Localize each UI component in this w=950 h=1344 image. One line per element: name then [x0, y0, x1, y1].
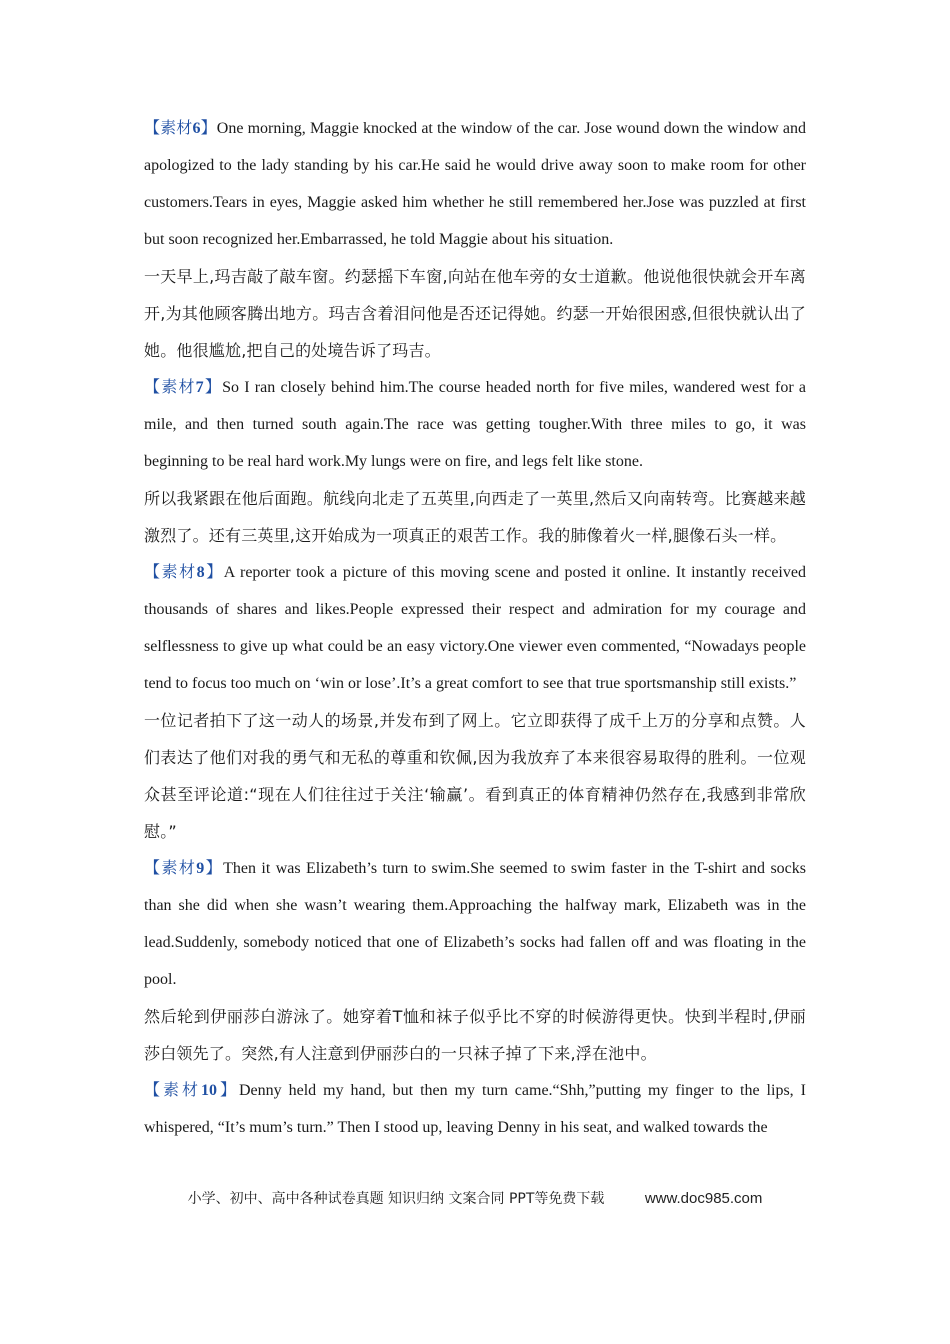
material-tag: 【素材8】: [144, 564, 224, 581]
material-tag: 【素材6】: [144, 120, 217, 137]
material-9: [144, 850, 806, 1072]
material-10: [144, 1072, 806, 1146]
material-7: [144, 369, 806, 554]
document-body: [144, 110, 806, 1146]
material-english: 【素材6】One morning, Maggie knocked at the window of the car. Jose wound down the window and apologized to the lady standing by his car.He said he would drive away soon to make room for other customers.Tears in eyes, Maggie asked him whether he still remembered her.Jose was puzzled at first but soon recognized her.Embarrassed, he told Maggie about his situation.: [144, 120, 806, 248]
material-chinese: 所以我紧跟在他后面跑。航线向北走了五英里,向西走了一英里,然后又向南转弯。比赛越来越激烈了。还有三英里,这开始成为一项真正的艰苦工作。我的肺像着火一样,腿像石头一样。: [144, 489, 806, 545]
material-tag: 【素材9】: [144, 860, 224, 877]
material-8: [144, 554, 806, 850]
footer-text: 小学、初中、高中各种试卷真题 知识归纳 文案合同 PPT等免费下载: [187, 1191, 605, 1207]
material-chinese: 一位记者拍下了这一动人的场景,并发布到了网上。它立即获得了成千上万的分享和点赞。人们表达了他们对我的勇气和无私的尊重和钦佩,因为我放弃了本来很容易取得的胜利。一位观众甚至评论道:“现在人们往往过于关注‘输赢’。看到真正的体育精神仍然存在,我感到非常欣慰。”: [144, 711, 806, 841]
material-tag: 【素材10】: [144, 1082, 239, 1099]
page-footer: [0, 1188, 950, 1208]
material-english: 【素材8】A reporter took a picture of this moving scene and posted it online. It instantly received thousands of shares and likes.People expressed their respect and admiration for my courage and selflessness to give up what could be an easy victory.One viewer even commented, “Nowadays people tend to focus too much on ‘win or lose’.It’s a great comfort to see that true sportsmanship still exists.”: [144, 564, 806, 692]
material-chinese: 一天早上,玛吉敲了敲车窗。约瑟摇下车窗,向站在他车旁的女士道歉。他说他很快就会开车离开,为其他顾客腾出地方。玛吉含着泪问他是否还记得她。约瑟一开始很困惑,但很快就认出了她。他很尴尬,把自己的处境告诉了玛吉。: [144, 267, 806, 360]
material-chinese: 然后轮到伊丽莎白游泳了。她穿着T恤和袜子似乎比不穿的时候游得更快。快到半程时,伊丽莎白领先了。突然,有人注意到伊丽莎白的一只袜子掉了下来,浮在池中。: [144, 1007, 806, 1063]
material-english: 【素材9】Then it was Elizabeth’s turn to swim.She seemed to swim faster in the T-shirt and socks than she did when she wasn’t wearing them.Approaching the halfway mark, Elizabeth was in the lead.Suddenly, somebody noticed that one of Elizabeth’s socks had fallen off and was floating in the pool.: [144, 860, 806, 988]
material-6: [144, 110, 806, 369]
material-english: 【素材7】So I ran closely behind him.The course headed north for five miles, wandered west for a mile, and then turned south again.The race was getting tougher.With three miles to go, it was beginning to be real hard work.My lungs were on fire, and legs felt like stone.: [144, 379, 806, 470]
material-tag: 【素材7】: [144, 379, 223, 396]
material-english: 【素材10】Denny held my hand, but then my turn came.“Shh,”putting my finger to the lips, I whispered, “It’s mum’s turn.” Then I stood up, leaving Denny in his seat, and walked towards the: [144, 1082, 806, 1136]
footer-url: www.doc985.com: [644, 1190, 763, 1207]
